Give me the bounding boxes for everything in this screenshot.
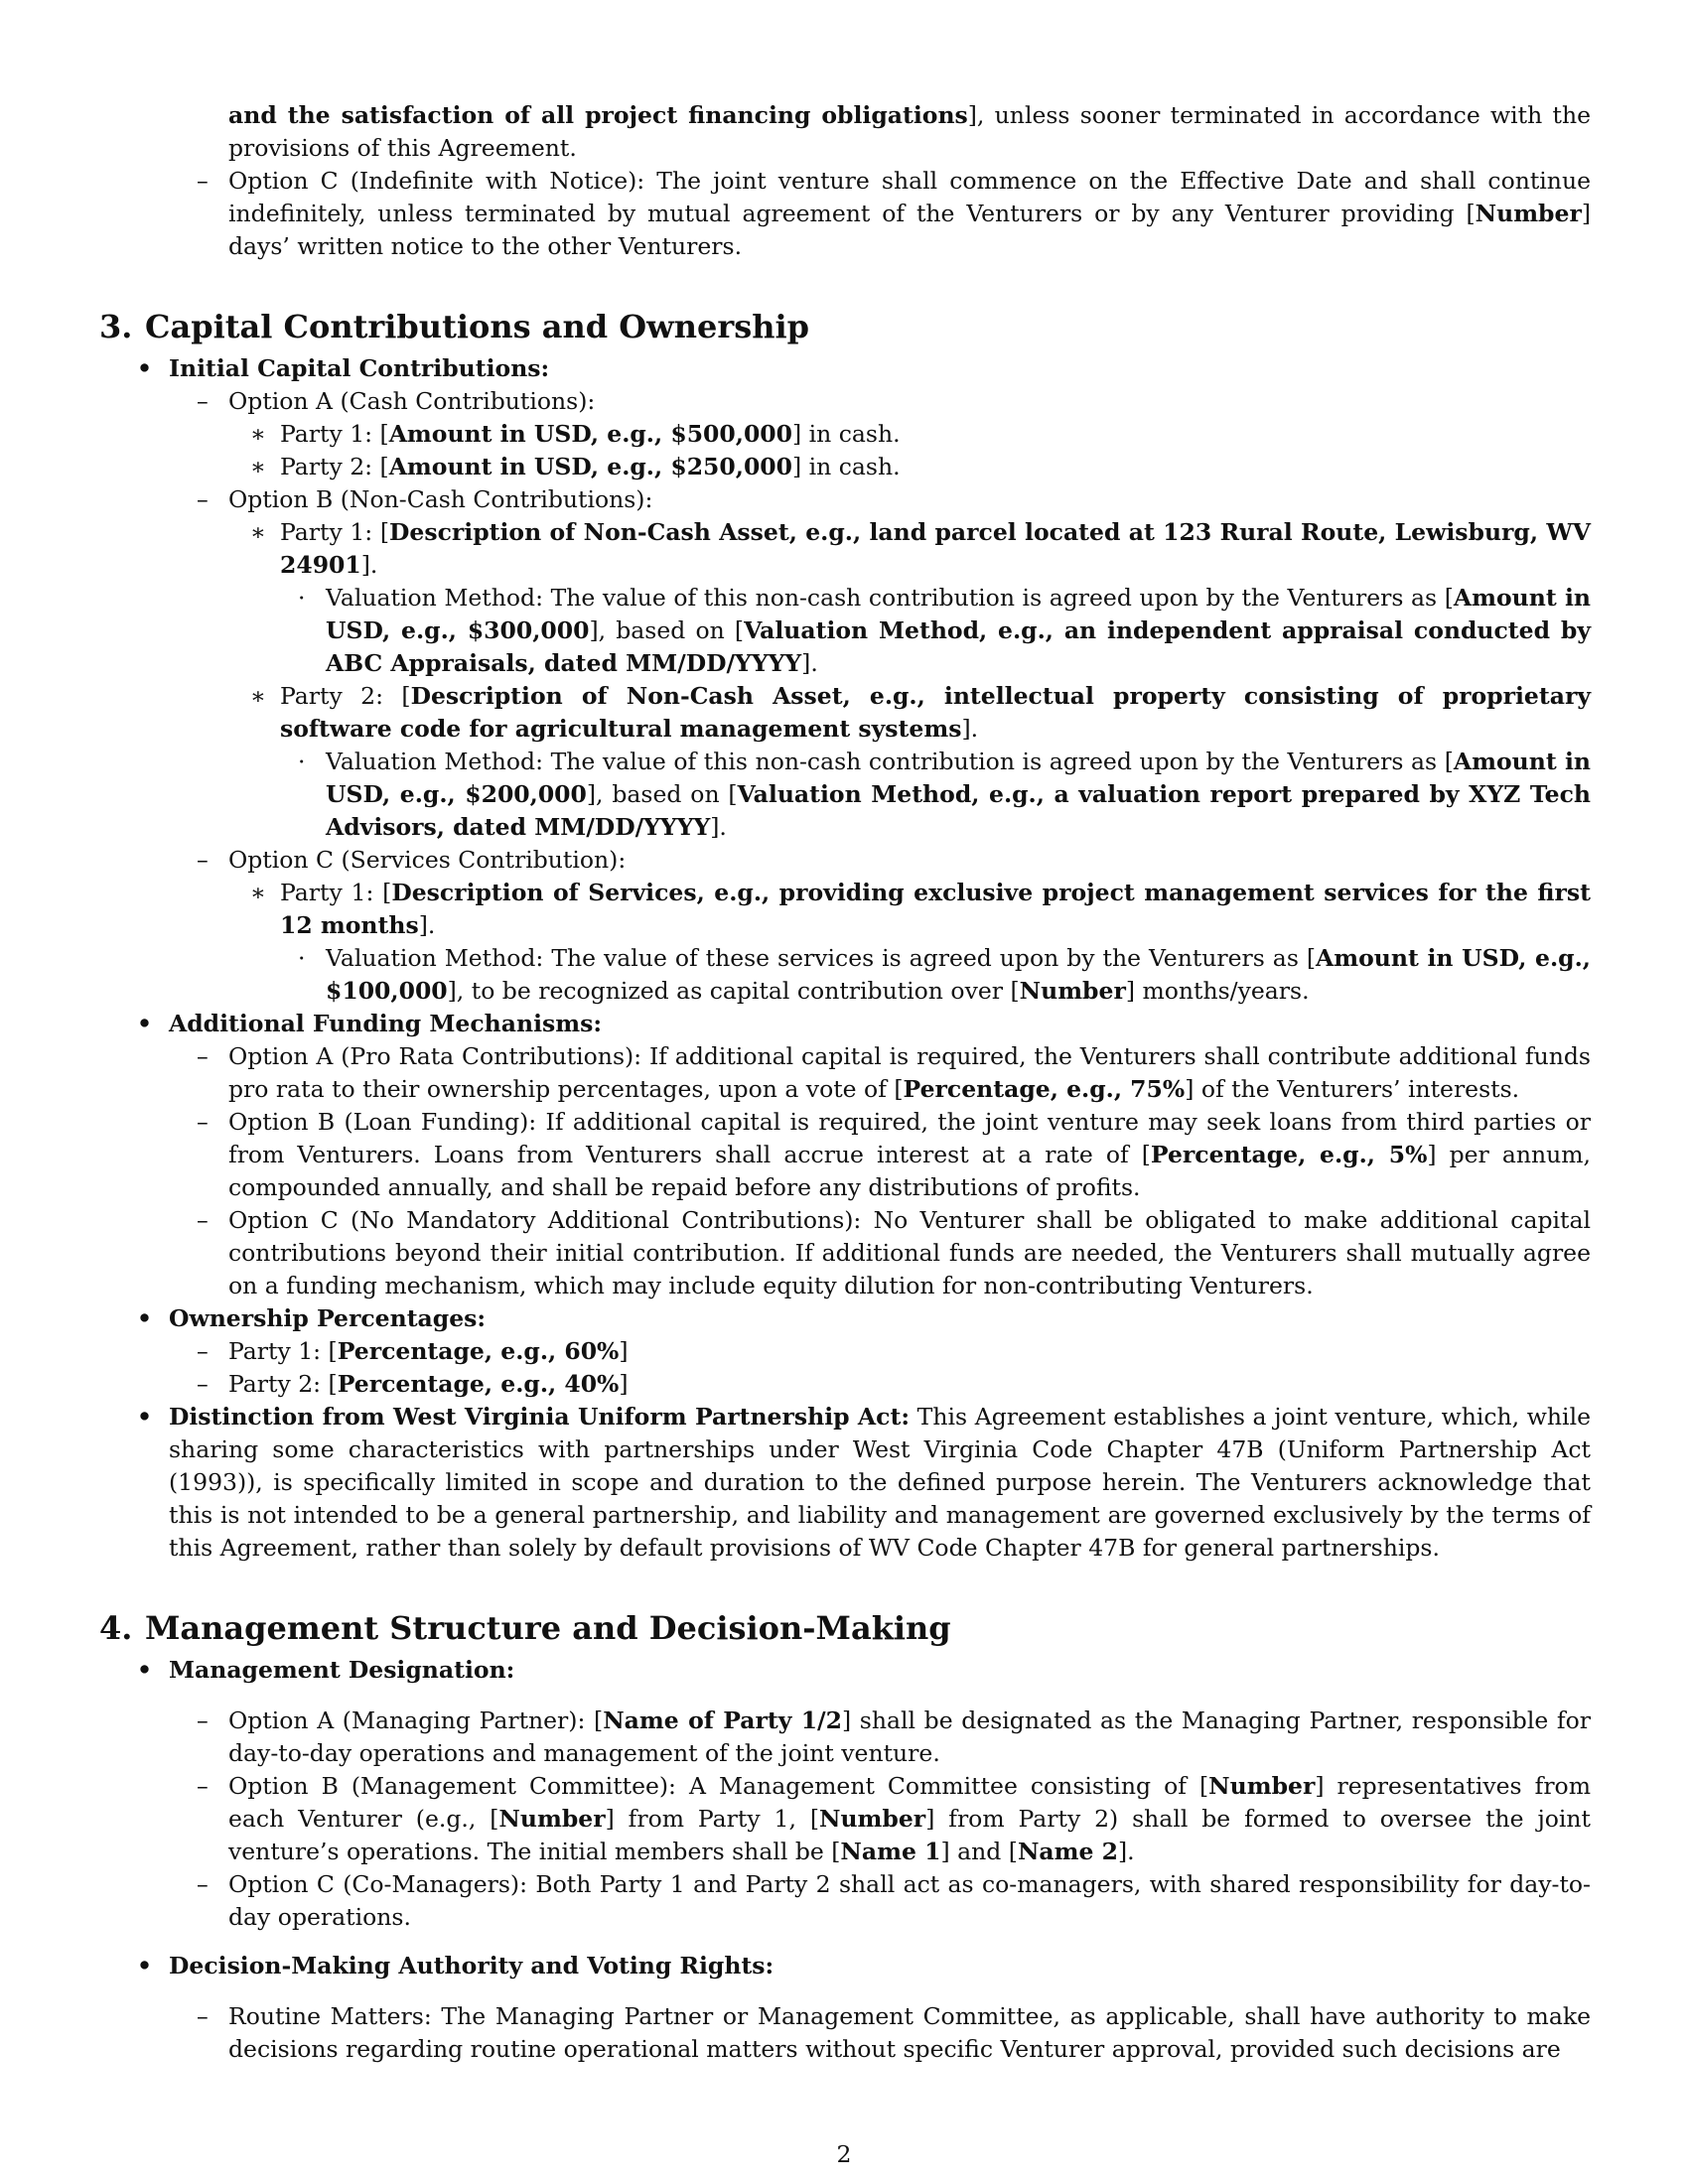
term-options-continued bbox=[99, 99, 1591, 263]
page-number: 2 bbox=[836, 2140, 852, 2168]
services-contribution-option: – Option C (Services Contribution): bbox=[197, 846, 627, 874]
non-cash-party-2: ∗ Party 2: [Description of Non-Cash Asset, e.g., intellectual property consisting of proprietary software code for agricultural management systems]. bbox=[250, 682, 1591, 743]
distinction-from-wv-upa: • Distinction from West Virginia Uniform Partnership Act: This Agreement establishes a joint venture, which, while sharing some characteristics with partnerships under West Virginia Code Chapter 47B (Uniform Partnership Act (1993)), is specifically limited in scope and duration to the defined purpose herein. The Venturers acknowledge that this is not intended to be a general partnership, and liability and management are governed exclusively by the terms of this Agreement, rather than solely by default provisions of WV Code Chapter 47B for general partnerships. bbox=[137, 1403, 1591, 1562]
ownership-percentages: • Ownership Percentages: bbox=[137, 1304, 487, 1332]
term-option-b-continuation: and the satisfaction of all project financing obligations], unless sooner terminated in accordance with the provisions of this Agreement. bbox=[228, 101, 1591, 162]
services-party-1-valuation: · Valuation Method: The value of these services is agreed upon by the Venturers as [Amount in USD, e.g., $100,000], to be recognized as capital contribution over [Number] months/years. bbox=[298, 944, 1591, 1005]
no-mandatory-contributions-option: – Option C (No Mandatory Additional Contributions): No Venturer shall be obligated to make additional capital contributions beyond their initial contribution. If additional funds are needed, the Venturers shall mutually agree on a funding mechanism, which may include equity dilution for non-contributing Venturers. bbox=[197, 1206, 1591, 1299]
section-number: 3. bbox=[99, 308, 133, 345]
routine-matters: – Routine Matters: The Managing Partner or Management Committee, as applicable, shall have authority to make decisions regarding routine operational matters without specific Venturer approval, provided such decisions are bbox=[197, 2002, 1591, 2063]
section-number: 4. bbox=[99, 1609, 133, 1647]
non-cash-party-2-valuation: · Valuation Method: The value of this non-cash contribution is agreed upon by the Venturers as [Amount in USD, e.g., $200,000], based on [Valuation Method, e.g., a valuation report prepared by XYZ Tech Advisors, dated MM/DD/YYYY]. bbox=[298, 748, 1592, 841]
section-3-heading bbox=[99, 307, 1591, 346]
managing-partner-option: – Option A (Managing Partner): [Name of Party 1/2] shall be designated as the Managing Partner, responsible for day-to-day operations and management of the joint venture. bbox=[197, 1706, 1591, 1767]
additional-funding-mechanisms: • Additional Funding Mechanisms: bbox=[137, 1010, 603, 1037]
services-party-1: ∗ Party 1: [Description of Services, e.g., providing exclusive project management services for the first 12 months]. bbox=[250, 879, 1591, 939]
dash-marker: – bbox=[197, 167, 209, 195]
cash-party-1: ∗ Party 1: [Amount in USD, e.g., $500,000] in cash. bbox=[250, 420, 901, 448]
co-managers-option: – Option C (Co-Managers): Both Party 1 and Party 2 shall act as co-managers, with shared responsibility for day-to-day operations. bbox=[197, 1870, 1591, 1931]
ownership-party-1: – Party 1: [Percentage, e.g., 60%] bbox=[197, 1337, 629, 1365]
bold-phrase: and the satisfaction of all project financing obligations bbox=[228, 101, 968, 129]
cash-contributions-option: – Option A (Cash Contributions): bbox=[197, 387, 596, 415]
section-4-heading bbox=[99, 1608, 1591, 1648]
section-4-list bbox=[99, 1654, 1591, 2066]
page-content bbox=[99, 99, 1591, 2066]
non-cash-party-1-valuation: · Valuation Method: The value of this non-cash contribution is agreed upon by the Venturers as [Amount in USD, e.g., $300,000], based on [Valuation Method, e.g., an independent appraisal conducted by ABC Appraisals, dated MM/DD/YYYY]. bbox=[298, 584, 1592, 677]
management-designation: • Management Designation: bbox=[137, 1656, 515, 1684]
non-cash-contributions-option: – Option B (Non-Cash Contributions): bbox=[197, 485, 653, 513]
section-3-list bbox=[99, 352, 1591, 1565]
section-title: Capital Contributions and Ownership bbox=[145, 308, 809, 345]
loan-funding-option: – Option B (Loan Funding): If additional capital is required, the joint venture may seek loans from third parties or from Venturers. Loans from Venturers shall accrue interest at a rate of [Percentage, e.g., 5%] per annum, compounded annually, and shall be repaid before any distributions of profits. bbox=[197, 1108, 1592, 1201]
ownership-party-2: – Party 2: [Percentage, e.g., 40%] bbox=[197, 1370, 629, 1398]
bullet-marker: • bbox=[137, 354, 153, 382]
cash-party-2: ∗ Party 2: [Amount in USD, e.g., $250,000] in cash. bbox=[250, 453, 901, 480]
term-option-c: – Option C (Indefinite with Notice): The joint venture shall commence on the Effective Date and shall continue indefinitely, unless terminated by mutual agreement of the Venturers or by any Venturer providing [Number] days’ written notice to the other Venturers. bbox=[197, 167, 1591, 260]
decision-making-authority: • Decision-Making Authority and Voting Rights: bbox=[137, 1952, 774, 1979]
item-heading: Initial Capital Contributions: bbox=[169, 354, 550, 382]
section-title: Management Structure and Decision-Making bbox=[145, 1609, 951, 1647]
non-cash-party-1: ∗ Party 1: [Description of Non-Cash Asset, e.g., land parcel located at 123 Rural Route, Lewisburg, WV 24901]. bbox=[250, 518, 1591, 579]
management-committee-option: – Option B (Management Committee): A Management Committee consisting of [Number] representatives from each Venturer (e.g., [Number] from Party 1, [Number] from Party 2) shall be formed to oversee the joint venture’s operations. The initial members shall be [Name 1] and [Name 2]. bbox=[197, 1772, 1591, 1865]
initial-capital-contributions bbox=[99, 352, 1591, 385]
pro-rata-option: – Option A (Pro Rata Contributions): If additional capital is required, the Venturers shall contribute additional funds pro rata to their ownership percentages, upon a vote of [Percentage, e.g., 75%] of the Venturers’ interests. bbox=[197, 1042, 1591, 1103]
